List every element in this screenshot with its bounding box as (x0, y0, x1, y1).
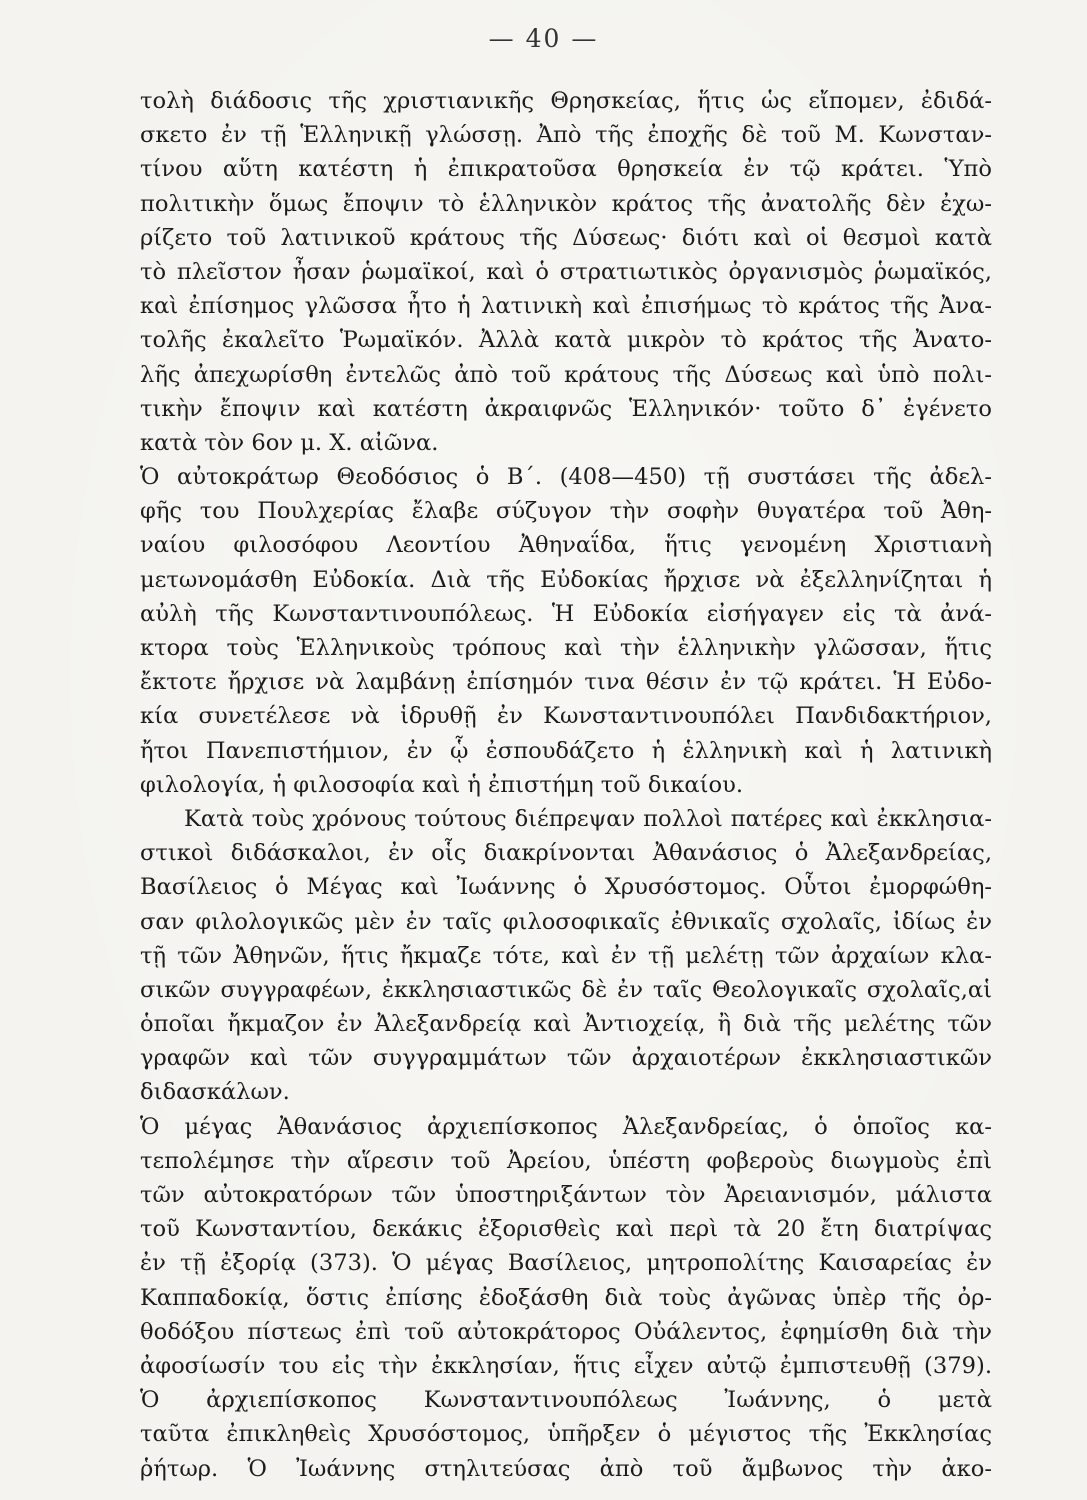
text-line: τίνου αὕτη κατέστη ἡ ἐπικρατοῦσα θρησκεία ἐν τῷ κράτει. Ὑπὸ (140, 156, 992, 183)
text-line: τικὴν ἔποψιν καὶ κατέστη ἀκραιφνῶς Ἑλληνικόν· τοῦτο δ᾽ ἐγένετο (140, 395, 992, 422)
text-line: αὐλὴ τῆς Κωνσταντινουπόλεως. Ἡ Εὐδοκία εἰσήγαγεν εἰς τὰ ἀνά- (140, 600, 992, 627)
text-line: πολιτικὴν ὅμως ἔποψιν τὸ ἑλληνικὸν κράτος τῆς ἀνατολῆς δὲν ἐχω- (140, 190, 992, 217)
text-line: ταῦτα ἐπικληθεὶς Χρυσόστομος, ὑπῆρξεν ὁ μέγιστος τῆς Ἐκκλησίας (140, 1421, 992, 1448)
text-line: κία συνετέλεσε νὰ ἱδρυθῇ ἐν Κωνσταντινουπόλει Πανδιδακτήριον, (140, 703, 992, 730)
text-line: σαν φιλολογικῶς μὲν ἐν ταῖς φιλοσοφικαῖς ἐθνικαῖς σχολαῖς, ἰδίως ἐν (140, 908, 992, 935)
text-line: τῶν αὐτοκρατόρων τῶν ὑποστηριξάντων τὸν Ἀρειανισμόν, μάλιστα (140, 1182, 992, 1208)
paragraph (140, 1383, 992, 1486)
text-line: ἤτοι Πανεπιστήμιον, ἐν ᾧ ἐσπουδάζετο ἡ ἑλληνικὴ καὶ ἡ λατινικὴ (140, 737, 992, 764)
text-line: ἀφοσίωσίν του εἰς τὴν ἐκκλησίαν, ἥτις εἶχεν αὐτῷ ἐμπιστευθῇ (379). (140, 1352, 992, 1379)
text-line: διδασκάλων. (140, 1079, 290, 1106)
text-line: τῇ τῶν Ἀθηνῶν, ἥτις ἤκμαζε τότε, καὶ ἐν τῇ μελέτῃ τῶν ἀρχαίων κλα- (140, 942, 992, 969)
text-line: Ὁ αὐτοκράτωρ Θεοδόσιος ὁ Β΄. (408—450) τῇ συστάσει τῆς ἀδελ- (140, 464, 992, 491)
text-line: σκετο ἐν τῇ Ἑλληνικῇ γλώσσῃ. Ἀπὸ τῆς ἐποχῆς δὲ τοῦ Μ. Κωνσταν- (140, 122, 992, 149)
text-line: ναίου φιλοσόφου Λεοντίου Ἀθηναΐδα, ἥτις γενομένη Χριστιανὴ (140, 532, 992, 559)
text-line: ἔκτοτε ἤρχισε νὰ λαμβάνῃ ἐπίσημόν τινα θέσιν ἐν τῷ κράτει. Ἡ Εὐδο- (140, 669, 992, 696)
text-line: Καππαδοκίᾳ, ὅστις ἐπίσης ἐδοξάσθη διὰ τοὺς ἀγῶνας ὑπὲρ τῆς ὀρ- (140, 1284, 992, 1311)
body-text (140, 84, 992, 1486)
paragraph (140, 802, 992, 1110)
text-line: ῥήτωρ. Ὁ Ἰωάννης στηλιτεύσας ἀπὸ τοῦ ἄμβωνος τὴν ἀκο- (140, 1455, 992, 1482)
text-line: Ὁ ἀρχιεπίσκοπος Κωνσταντινουπόλεως Ἰωάννης, ὁ μετὰ (140, 1387, 992, 1414)
text-line: κτορα τοὺς Ἑλληνικοὺς τρόπους καὶ τὴν ἑλληνικὴν γλῶσσαν, ἥτις (140, 635, 992, 661)
paragraph (140, 84, 992, 460)
page-number: — 40 — (488, 24, 599, 53)
text-line: τοῦ Κωνσταντίου, δεκάκις ἐξορισθεὶς καὶ περὶ τὰ 20 ἔτη διατρίψας (140, 1216, 992, 1243)
text-line: Βασίλειος ὁ Μέγας καὶ Ἰωάννης ὁ Χρυσόστομος. Οὗτοι ἐμορφώθη- (140, 874, 992, 901)
text-line: φῆς του Πουλχερίας ἔλαβε σύζυγον τὴν σοφὴν θυγατέρα τοῦ Ἀθη- (140, 498, 992, 525)
text-line: γραφῶν καὶ τῶν συγγραμμάτων τῶν ἀρχαιοτέρων ἐκκλησιαστικῶν (140, 1045, 992, 1072)
text-line: Κατὰ τοὺς χρόνους τούτους διέπρεψαν πολλοὶ πατέρες καὶ ἐκκλησια- (184, 805, 992, 832)
text-line: φιλολογία, ἡ φιλοσοφία καὶ ἡ ἐπιστήμη τοῦ δικαίου. (140, 771, 744, 798)
text-line: τεπολέμησε τὴν αἵρεσιν τοῦ Ἀρείου, ὑπέστη φοβεροὺς διωγμοὺς ἐπὶ (140, 1147, 992, 1174)
text-line: ρίζετο τοῦ λατινικοῦ κράτους τῆς Δύσεως· διότι καὶ οἱ θεσμοὶ κατὰ (140, 224, 992, 251)
paragraph (140, 460, 992, 802)
text-line: Ὁ μέγας Ἀθανάσιος ἀρχιεπίσκοπος Ἀλεξανδρείας, ὁ ὁποῖος κα- (140, 1113, 992, 1140)
text-line: κατὰ τὸν 6ον μ. Χ. αἰῶνα. (140, 429, 439, 456)
text-line: τολῆς ἐκαλεῖτο Ῥωμαϊκόν. Ἀλλὰ κατὰ μικρὸν τὸ κράτος τῆς Ἀνατο- (140, 327, 992, 354)
paragraph (140, 1110, 992, 1384)
text-line: σικῶν συγγραφέων, ἐκκλησιαστικῶς δὲ ἐν ταῖς Θεολογικαῖς σχολαῖς,αἱ (140, 976, 992, 1003)
text-line: μετωνομάσθη Εὐδοκία. Διὰ τῆς Εὐδοκίας ἤρχισε νὰ ἐξελληνίζηται ἡ (140, 566, 992, 593)
text-line: θοδόξου πίστεως ἐπὶ τοῦ αὐτοκράτορος Οὐάλεντος, ἐφημίσθη διὰ τὴν (140, 1318, 992, 1345)
text-line: λῆς ἀπεχωρίσθη ἐντελῶς ἀπὸ τοῦ κράτους τῆς Δύσεως καὶ ὑπὸ πολι- (140, 361, 992, 388)
text-line: ὁποῖαι ἤκμαζον ἐν Ἀλεξανδρείᾳ καὶ Ἀντιοχείᾳ, ἢ διὰ τῆς μελέτης τῶν (140, 1011, 992, 1038)
text-line: ἐν τῇ ἐξορίᾳ (373). Ὁ μέγας Βασίλειος, μητροπολίτης Καισαρείας ἐν (140, 1250, 992, 1277)
text-line: τολὴ διάδοσις τῆς χριστιανικῆς Θρησκείας, ἥτις ὡς εἴπομεν, ἐδιδά- (140, 88, 992, 114)
text-line: καὶ ἐπίσημος γλῶσσα ἦτο ἡ λατινικὴ καὶ ἐπισήμως τὸ κράτος τῆς Ἀνα- (140, 293, 992, 320)
text-line: στικοὶ διδάσκαλοι, ἐν οἷς διακρίνονται Ἀθανάσιος ὁ Ἀλεξανδρείας, (140, 840, 992, 867)
text-line: τὸ πλεῖστον ἦσαν ῥωμαϊκοί, καὶ ὁ στρατιωτικὸς ὀργανισμὸς ῥωμαϊκός, (140, 258, 992, 285)
